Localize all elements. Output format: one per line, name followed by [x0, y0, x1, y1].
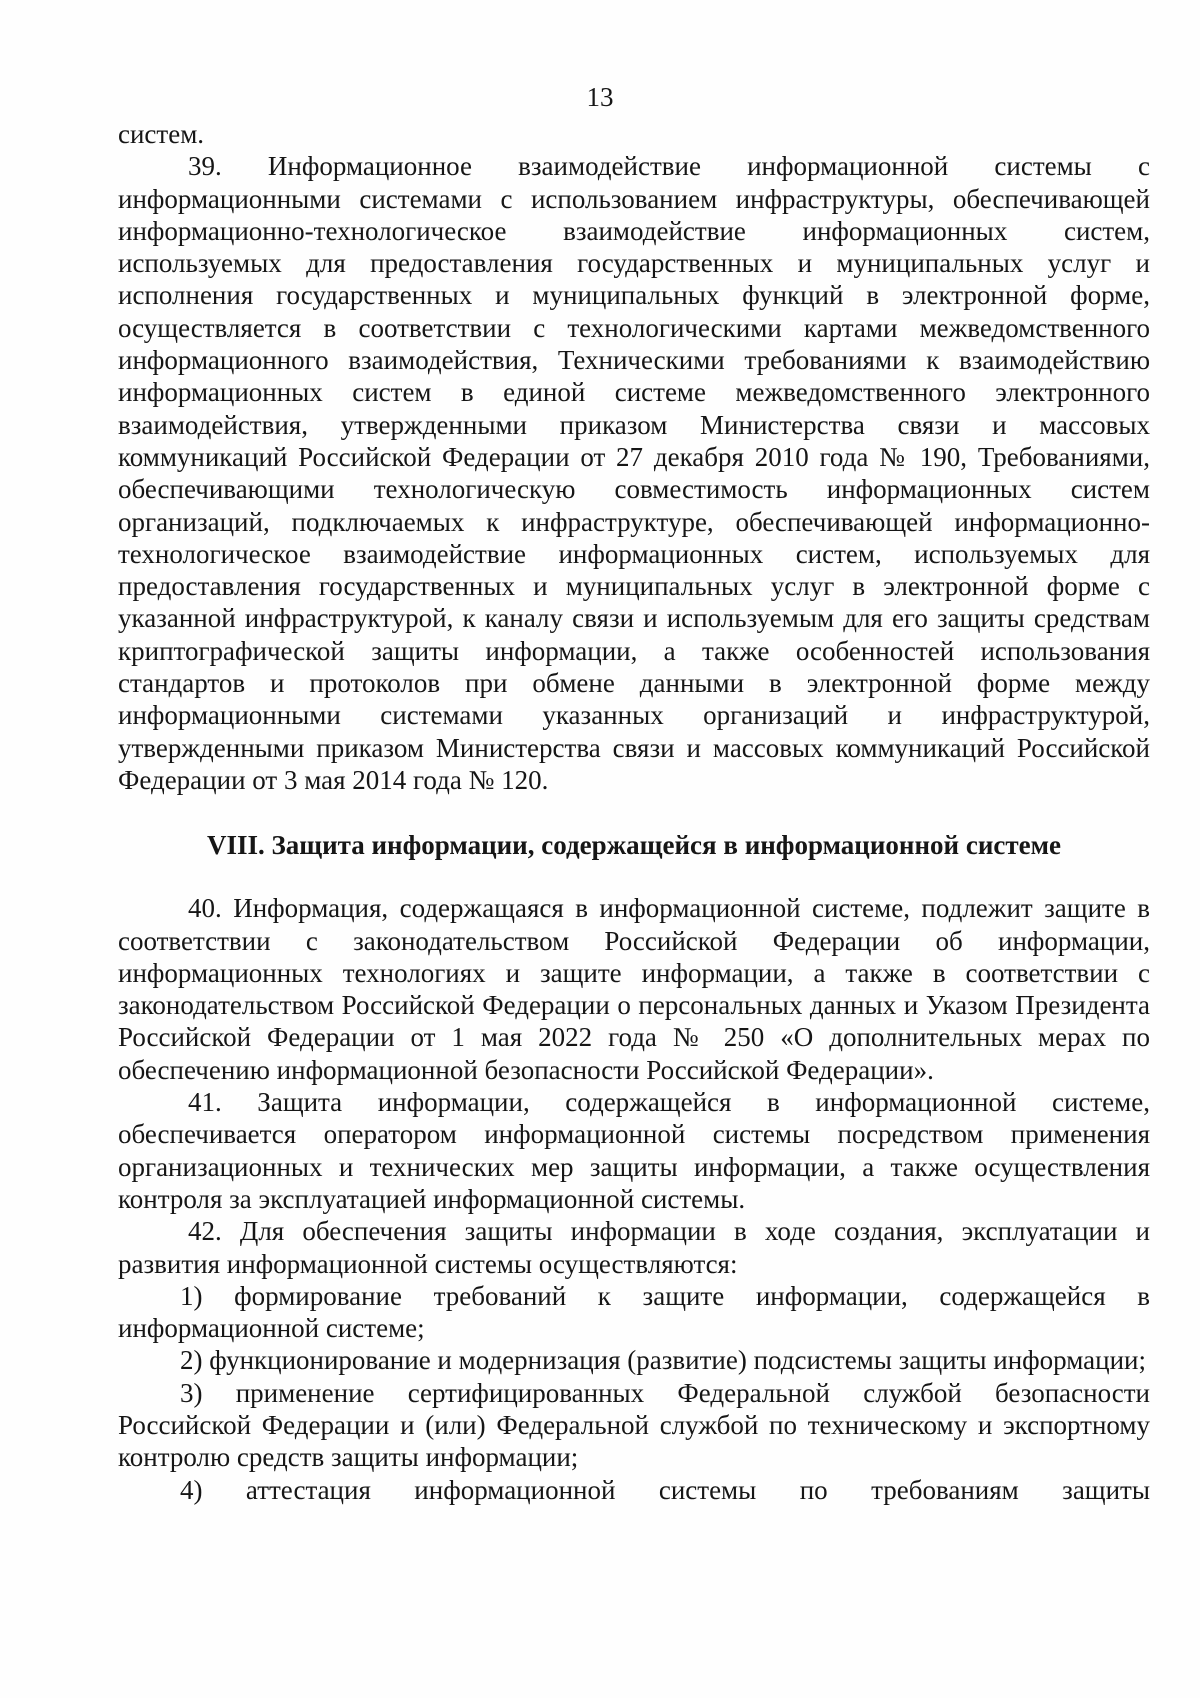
- list-item-2: 2) функционирование и модернизация (развитие) подсистемы защиты информации;: [180, 1345, 1146, 1376]
- section-heading-viii: VIII. Защита информации, содержащейся в информационной системе: [207, 830, 1061, 861]
- paragraph-40: 40. Информация, содержащаяся в информационной системе, подлежит защите в соответствии с законодательством Российской Федерации об информации, информационных технологиях и защите информации, а также в соответствии с законодательством Российской Федерации о персональных данных и Указом Президента Российской Федерации от 1 мая 2022 года № 250 «О дополнительных мерах по обеспечению информационной безопасности Российской Федерации».: [118, 893, 1150, 1085]
- paragraph-continuation: систем.: [118, 119, 205, 149]
- list-item-3: 3) применение сертифицированных Федеральной службой безопасности Российской Федерации и (или) Федеральной службой по техническому и экспортному контролю средств защиты информации;: [118, 1377, 1150, 1473]
- list-item-4: 4) аттестация информационной системы по требованиям защиты: [180, 1474, 1150, 1505]
- list-item-1: 1) формирование требований к защите информации, содержащейся в информационной системе;: [118, 1280, 1150, 1344]
- paragraph-39: 39. Информационное взаимодействие информационной системы с информационными системами с использованием инфраструктуры, обеспечивающей информационно-технологическое взаимодействие информационных систем, используемых для предоставления государственных и муниципальных услуг и исполнения государственных и муниципальных функций в электронной форме, осуществляется в соответствии с технологическими картами межведомственного информационного взаимодействия, Техническими требованиями к взаимодействию информационных систем в единой системе межведомственного электронного взаимодействия, утвержденными приказом Министерства связи и массовых коммуникаций Российской Федерации от 27 декабря 2010 года № 190, Требованиями, обеспечивающими технологическую совместимость информационных систем организаций, подключаемых к инфраструктуре, обеспечивающей информационно-технологическое взаимодействие информационных систем, используемых для предоставления государственных и муниципальных услуг в электронной форме с указанной инфраструктурой, к каналу связи и используемым для его защиты средствам криптографической защиты информации, а также особенностей использования стандартов и протоколов при обмене данными в электронной форме между информационными системами указанных организаций и инфраструктурой, утвержденными приказом Министерства связи и массовых коммуникаций Российской Федерации от 3 мая 2014 года № 120.: [118, 151, 1150, 795]
- document-body: [118, 118, 1150, 1506]
- page-number: 13: [586, 82, 614, 112]
- paragraph-42: 42. Для обеспечения защиты информации в ходе создания, эксплуатации и развития информационной системы осуществляются:: [118, 1216, 1150, 1279]
- paragraph-41: 41. Защита информации, содержащейся в информационной системе, обеспечивается оператором информационной системы посредством применения организационных и технических мер защиты информации, а также осуществления контроля за эксплуатацией информационной системы.: [118, 1087, 1150, 1214]
